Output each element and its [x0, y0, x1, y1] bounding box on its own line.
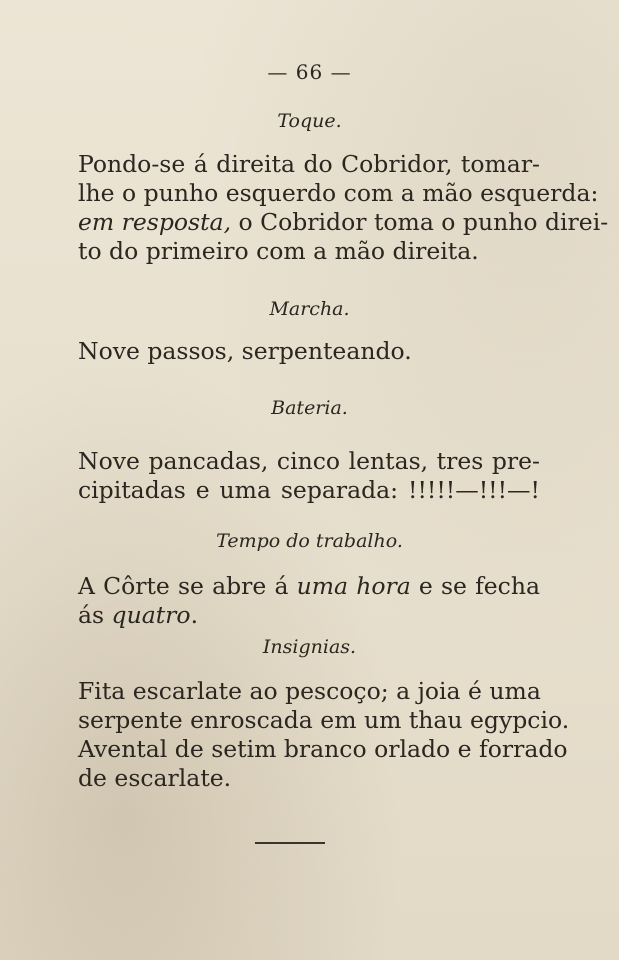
text-line: lhe o punho esquerdo com a mão esquerda:: [78, 179, 599, 207]
italic-phrase: em resposta,: [78, 208, 232, 236]
text-line: Nove passos, serpenteando.: [78, 337, 412, 365]
italic-phrase: uma hora: [296, 572, 411, 600]
text-line: Nove pancadas, cinco lentas, tres pre-: [78, 447, 540, 475]
end-rule: [255, 842, 325, 844]
paragraph-bateria: [78, 447, 540, 505]
section-heading-toque: Toque.: [277, 110, 342, 132]
section-heading-bateria: Bateria.: [271, 397, 348, 419]
text-line: [78, 208, 609, 237]
paragraph-tempo-do-trabalho: [78, 572, 540, 630]
section-heading-tempo-do-trabalho: Tempo do trabalho.: [216, 530, 403, 552]
paragraph-marcha: [78, 337, 540, 366]
text-line: Fita escarlate ao pescoço; a joia é uma: [78, 677, 541, 705]
text-line: [78, 572, 540, 601]
italic-phrase: quatro: [111, 601, 191, 629]
section-heading-marcha: Marcha.: [269, 298, 350, 320]
text-line: Pondo-se á direita do Cobridor, tomar-: [78, 150, 540, 178]
text-line: Avental de setim branco orlado e forrado: [78, 735, 568, 763]
text-line: serpente enroscada em um thau egypcio.: [78, 706, 570, 734]
paragraph-insignias: [78, 677, 570, 793]
section-heading-insignias: Insignias.: [262, 636, 357, 658]
text-fragment: o Cobridor toma o punho direi-: [231, 208, 609, 236]
text-fragment: A Côrte se abre á: [78, 572, 297, 600]
page-number: — 66 —: [267, 60, 352, 84]
paragraph-toque: [78, 150, 609, 266]
text-line: de escarlate.: [78, 764, 232, 792]
text-line: [78, 601, 540, 630]
text-fragment: e se fecha: [410, 572, 540, 600]
text-fragment: .: [190, 601, 199, 629]
text-fragment: ás: [78, 601, 112, 629]
text-line: to do primeiro com a mão direita.: [78, 237, 479, 265]
text-line: cipitadas e uma separada: !!!!!—!!!—!: [78, 476, 540, 504]
